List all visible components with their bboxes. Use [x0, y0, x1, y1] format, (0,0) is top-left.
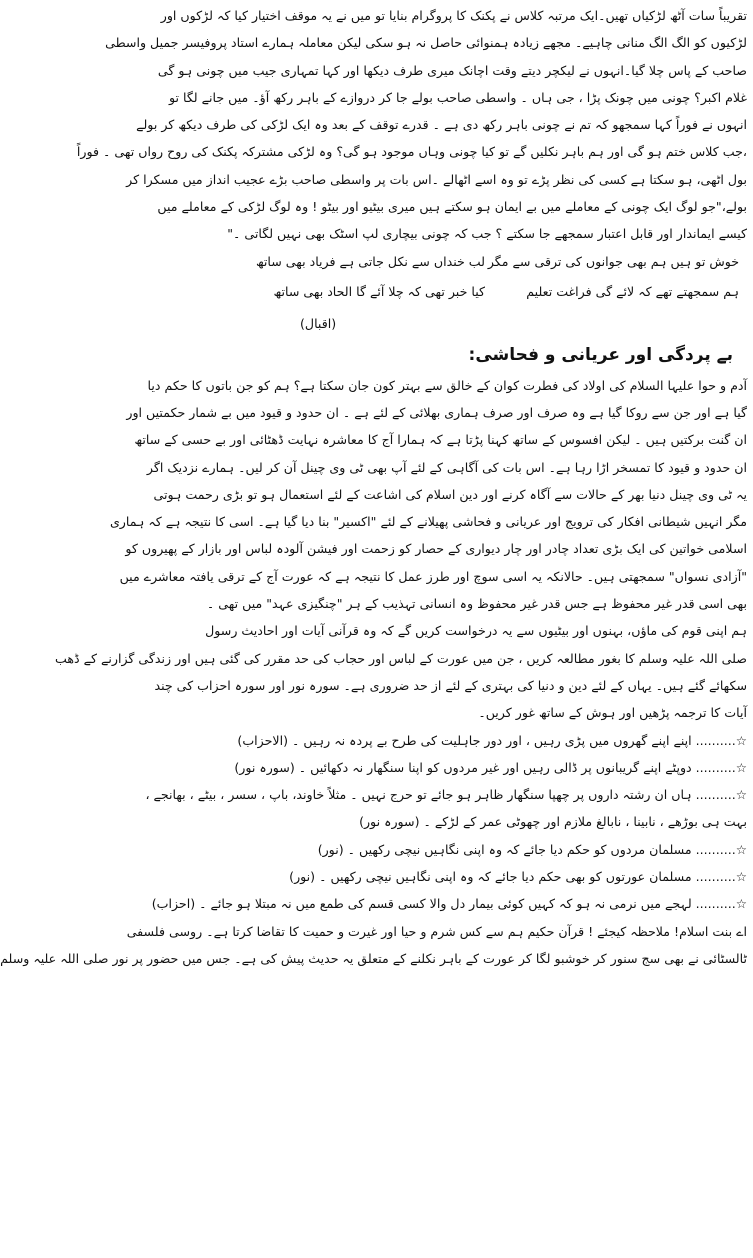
text-line: کیسے ایماندار اور قابل اعتبار سمجھے جا سکتے ؟ جب کہ چونی بیچاری لپ اسٹک بھی نہیں لگاتی ۔"	[227, 226, 747, 242]
text-line: ان گنت برکتیں ہیں ۔ لیکن افسوس کے ساتھ کہنا پڑتا ہے کہ ہمارا آج کا معاشرہ نہایت ڈھٹائی اور بے حسی کے ساتھ	[134, 432, 747, 448]
text-line: گیا ہے اور جن سے روکا گیا ہے وہ صرف اور صرف ہماری بھلائی کے لئے ہے ۔ ان حدود و قیود میں بے شمار حکمتیں اور	[126, 404, 747, 420]
list-item: ☆..........لہجے میں نرمی نہ ہو کہ کہیں کوئی بیمار دل والا کسی قسم کی طمع میں نہ مبتلا ہو جائے ۔ (احزاب)	[230, 890, 747, 917]
quran-verses-list	[145, 727, 747, 918]
star-bullet-icon: ☆..........	[695, 841, 747, 857]
iqbal-verse	[230, 248, 747, 342]
paragraph-closing	[0, 918, 747, 973]
paragraph-modesty	[109, 372, 747, 618]
list-item: ☆..........مسلمان مردوں کو حکم دیا جائے کہ وہ اپنی نگاہیں نیچی رکھیں ۔ (نور)	[230, 836, 747, 863]
poet-name: (اقبال)	[300, 315, 337, 331]
list-item: ☆..........اپنے اپنے گھروں میں پڑی رہیں ، اور دور جاہلیت کی طرح بے پردہ نہ رہیں ۔ (الاحزاب)	[230, 727, 747, 754]
text-line: سکھائے گئے ہیں۔ یہاں کے لئے دین و دنیا کی بہتری کے لئے از حد ضروری ہے۔ سورہ نور اور سورہ احزاب کی چند	[154, 677, 747, 693]
list-item: ☆..........دوپٹے اپنے گریبانوں پر ڈالی رہیں اور غیر مردوں کو اپنا سنگھار نہ دکھائیں ۔ (سورہ نور)	[230, 754, 747, 781]
star-bullet-icon: ☆..........	[695, 759, 747, 775]
text-line: اسلامی خواتین کی ایک بڑی تعداد چادر اور چار دیواری کے حصار کو زحمت اور فیشن آلودہ لباس اور بازار کے پھیروں کو	[125, 541, 747, 557]
list-item-continuation: بہت ہی بوڑھے ، نابینا ، نابالغ ملازم اور چھوٹی عمر کے لڑکے ۔ (سورہ نور)	[359, 814, 747, 830]
paragraph-picnic-story	[76, 2, 747, 248]
list-item: ☆..........ہاں ان رشتہ داروں پر چھپا سنگھار ظاہر ہو جائے تو حرج نہیں ۔ مثلاً خاوند، باپ ، سسر ، بیٹے ، بھانجے ،	[230, 781, 747, 808]
text-line: یہ ٹی وی چینل دنیا بھر کے حالات سے آگاہ کرنے اور دین اسلام کی اشاعت کے لئے استعمال ہو تو بڑی رحمت ہوتی	[153, 486, 747, 502]
text-line: اے بنت اسلام! ملاحظہ کیجئے ! قرآن حکیم ہم سے کس شرم و حیا اور غیرت و حمیت کا تقاضا کرتا ہے۔ روسی فلسفی	[126, 923, 747, 939]
text-line: "آزادی نسواں" سمجھتی ہیں۔ حالانکہ یہ اسی سوچ اور طرز عمل کا نتیجہ ہے کہ عورت آج کے ترقی یافتہ معاشرے میں	[119, 568, 747, 584]
text-line: بھی اسی قدر غیر محفوظ ہے جس قدر غیر محفوظ وہ انسانی تہذیب کے ہر "چنگیزی عہد" میں تھی ۔	[206, 596, 747, 612]
text-line: صلی اللہ علیہ وسلم کا بغور مطالعہ کریں ، جن میں عورت کے لباس اور حجاب کی حد مقرر کی گئی ہیں اور زندگی گزارنے کے ڈھب	[55, 650, 747, 666]
paragraph-appeal	[55, 617, 747, 726]
text-line: آیات کا ترجمہ پڑھیں اور ہوش کے ساتھ غور کریں۔	[478, 705, 747, 721]
text-line: آدم و حوا علیہا السلام کی اولاد کی فطرت کوان کے خالق سے بہتر کون جان سکتا ہے؟ ہم کو جن باتوں کا حکم دیا	[147, 377, 747, 393]
verse-line: خوش تو ہیں ہم بھی جوانوں کی ترقی سے مگر	[487, 253, 739, 269]
text-line: مگر انہیں شیطانی افکار کی ترویج اور عریانی و فحاشی پھیلانے کے لئے "اکسیر" بنا دیا گیا ہے۔ اسی کا نتیجہ ہے کہ ہماری	[109, 514, 747, 530]
text-line: بولے،"جو لوگ ایک چونی کے معاملے میں بے ایمان ہو سکتے ہیں میری بیٹیو اور بیٹو ! وہ لوگ لڑکی کے معاملے میں	[157, 199, 747, 215]
verse-line: کیا خبر تھی کہ چلا آئے گا الحاد بھی ساتھ	[273, 283, 485, 299]
text-line: انہوں نے فوراً کہا سمجھو کہ تم نے چونی باہر رکھ دی ہے ۔ قدرے توقف کے بعد وہ ایک لڑکی کی طرف دیکھ کر بولے	[136, 117, 747, 133]
text-line: غلام اکبر؟ چونی میں چونک پڑا ، جی ہاں ۔ واسطی صاحب بولے جا کر دروازے کے باہر رکھ آؤ۔ میں جانے لگا تو	[168, 89, 747, 105]
text-line: ہم اپنی قوم کی ماؤں، بہنوں اور بیٹیوں سے یہ درخواست کریں گے کہ وہ قرآنی آیات اور احادیث رسول	[205, 623, 747, 639]
verse-line: ہم سمجھتے تھے کہ لائے گی فراغت تعلیم	[526, 283, 739, 299]
section-heading	[230, 342, 747, 372]
text-line: تقریباً سات آٹھ لڑکیاں تھیں۔ایک مرتبہ کلاس نے پکنک کا پروگرام بنایا تو میں نے یہ موقف اختیار کیا کہ لڑکوں اور	[160, 8, 747, 23]
star-bullet-icon: ☆..........	[695, 896, 747, 912]
star-bullet-icon: ☆..........	[695, 787, 747, 803]
text-line: صاحب کے پاس چلا گیا۔انہوں نے لیکچر دیتے وقت اچانک میری طرف دیکھا اور کہا تمہاری جیب میں چونی ہو گی	[157, 62, 747, 78]
star-bullet-icon: ☆..........	[695, 732, 747, 748]
text-line: ،جب کلاس ختم ہو گی اور ہم باہر نکلیں گے تو کیا چونی وہاں موجود ہو گی؟ وہ لڑکی مشترکہ پکنک کی روح رواں تھی ۔ فوراً	[76, 144, 747, 160]
list-item: ☆..........مسلمان عورتوں کو بھی حکم دیا جائے کہ وہ اپنی نگاہیں نیچی رکھیں ۔ (نور)	[230, 863, 747, 890]
text-line: بول اٹھی، ہو سکتا ہے کسی کی نظر پڑے تو وہ اسے اٹھالے ۔اس بات پر واسطی صاحب بڑے عجیب انداز میں مسکرا کر	[126, 171, 747, 187]
verse-line: لب خنداں سے نکل جاتی ہے فریاد بھی ساتھ	[255, 253, 485, 269]
text-line: ان حدود و قیود کا تمسخر اڑا رہا ہے۔ اس بات کی آگاہی کے لئے آپ بھی ٹی وی چینل آن کر لیں۔ ہمارے نزدیک اگر	[146, 459, 747, 475]
text-line: لڑکیوں کو الگ الگ منانی چاہیے۔ مجھے زیادہ ہمنوائی حاصل نہ ہو سکی لیکن معاملہ ہمارے استاد پروفیسر جمیل واسطی	[105, 35, 747, 51]
text-line: ٹالسٹائی نے بھی سج سنور کر خوشبو لگا کر عورت کے باہر نکلنے کے متعلق یہ حدیث پیش کی ہے۔ جس میں حضور پر نور صلی اللہ علیہ وسلم	[0, 950, 747, 966]
star-bullet-icon: ☆..........	[695, 869, 747, 885]
heading-text: بے پردگی اور عریانی و فحاشی:	[468, 344, 733, 365]
